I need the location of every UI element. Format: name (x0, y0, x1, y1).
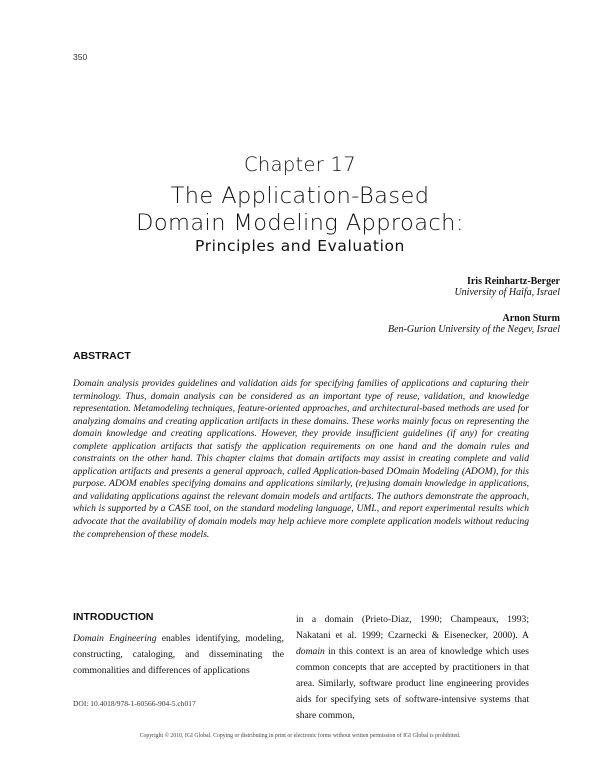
doi: DOI: 10.4018/978-1-60566-904-5.ch017 (73, 699, 196, 708)
chapter-title (0, 183, 600, 237)
chapter-subtitle: Principles and Evaluation (195, 237, 405, 255)
author-name: Iris Reinhartz-Berger (466, 276, 560, 287)
abstract-heading: ABSTRACT (73, 350, 131, 362)
author-affiliation: Ben-Gurion University of the Negev, Israel (388, 324, 560, 335)
page-number: 350 (73, 52, 88, 62)
intro-col1-text: enables identifying, modeling, constructing, cataloging, and disseminating the commonalities and differences of applications (73, 633, 284, 676)
chapter-label: Chapter 17 (244, 153, 356, 176)
intro-term-domain: domain (296, 646, 325, 657)
intro-term-domain-engineering: Domain Engineering (73, 633, 157, 644)
intro-column-2 (296, 612, 529, 724)
intro-col2-text-2: in this context is an area of knowledge which uses common concepts that are accepted by practitioners in that area. Similarly, software product line engineering provides aids for specifying sets of software-intensive systems that share common, (296, 646, 529, 721)
copyright-notice: Copyright © 2010, IGI Global. Copying or distributing in print or electronic forms without written permission of IGI Global is prohibited. (139, 733, 461, 739)
author-name: Arnon Sturm (502, 313, 560, 324)
title-line-1: The Application-Based (170, 183, 430, 209)
introduction-heading: INTRODUCTION (73, 611, 154, 623)
author-block-2 (0, 313, 560, 335)
intro-col2-text-1: in a domain (Prieto-Diaz, 1990; Champeaux, 1993; Nakatani et al. 1999; Czarnecki & Eisenecker, 2000). A (296, 614, 529, 641)
author-affiliation: University of Haifa, Israel (454, 287, 560, 298)
intro-column-1 (73, 631, 284, 679)
title-line-2: Domain Modeling Approach: (136, 210, 464, 236)
author-block-1 (0, 276, 560, 298)
abstract-text: Domain analysis provides guidelines and validation aids for specifying families of applications and capturing their terminology. Thus, domain analysis can be considered as an important type of reuse, validation, and knowledge representation. Metamodeling techniques, feature-oriented approaches, and architectural-based methods are used for analyzing domains and creating application artifacts in these domains. These works mainly focus on representing the domain knowledge and creating applications. However, they provide insufficient guidelines (if any) for creating complete application artifacts that satisfy the application requirements on one hand and the domain rules and constraints on the other hand. This chapter claims that domain artifacts may assist in creating complete and valid application artifacts and presents a general approach, called Application-based DOmain Modeling (ADOM), for this purpose. ADOM enables specifying domains and applications similarly, (re)using domain knowledge in applications, and validating applications against the relevant domain models and artifacts. The authors demonstrate the approach, which is supported by a CASE tool, on the standard modeling language, UML, and report experimental results which advocate that the availability of domain models may help achieve more complete application models without reducing the comprehension of these models. (73, 378, 529, 540)
